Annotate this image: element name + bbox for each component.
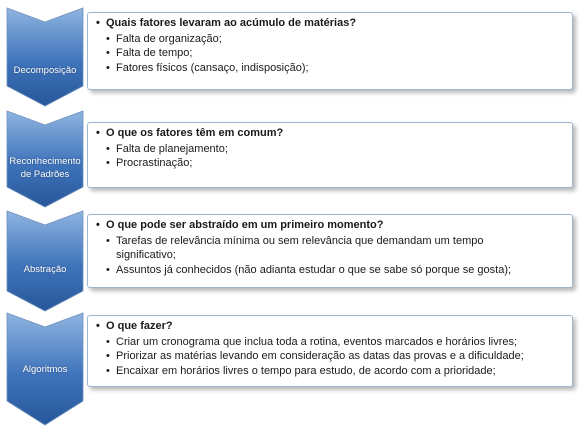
heading-text: O que pode ser abstraído em um primeiro momento? — [106, 219, 384, 231]
step-label: Abstração — [23, 264, 67, 275]
item-text: Tarefas de relevância mínima ou sem relevância que demandam um tempo significativo; — [116, 234, 484, 262]
item-text: Priorizar as matérias levando em consideração as datas das provas e a dificuldade; — [116, 350, 524, 363]
item-text: Fatores físicos (cansaço, indisposição); — [116, 61, 309, 74]
list-item — [106, 349, 566, 364]
step-heading — [96, 16, 566, 31]
bullet-icon: • — [106, 47, 110, 60]
list-item — [106, 156, 566, 171]
step-heading — [96, 126, 566, 141]
item-text: Falta de tempo; — [116, 47, 193, 60]
item-text: Encaixar em horários livres o tempo para estudo, de acordo com a prioridade; — [116, 364, 496, 377]
item-text: Assuntos já conhecidos (não adianta estudar o que se sabe só porque se gosta); — [116, 263, 512, 276]
heading-text: O que fazer? — [106, 320, 173, 332]
heading-text: Quais fatores levaram ao acúmulo de matérias? — [106, 17, 357, 29]
step-box-reconhecimento — [87, 122, 573, 188]
step-label: Decomposição — [13, 65, 77, 76]
item-text: Falta de organização; — [116, 32, 222, 45]
bullet-icon: • — [96, 127, 100, 139]
list-item — [106, 263, 566, 278]
chevron-shape — [7, 8, 83, 106]
item-text: Criar um cronograma que inclua toda a rotina, eventos marcados e horários livres; — [116, 335, 518, 348]
list-item — [106, 142, 566, 157]
step-label: Algoritmos — [22, 364, 68, 375]
bullet-icon: • — [96, 320, 100, 332]
bullet-icon: • — [106, 350, 110, 363]
bullet-icon: • — [96, 17, 100, 29]
item-list — [96, 335, 566, 379]
chevron-shape — [7, 211, 83, 311]
chevron-reconhecimento — [7, 111, 83, 207]
bullet-icon: • — [106, 61, 110, 74]
step-label: Reconhecimento de Padrões — [9, 156, 81, 180]
step-box-algoritmos — [87, 315, 573, 387]
bullet-icon: • — [106, 157, 110, 170]
bullet-icon: • — [106, 32, 110, 45]
chevron-algoritmos — [7, 313, 83, 425]
chevron-abstracao — [7, 211, 83, 311]
bullet-icon: • — [106, 234, 110, 247]
step-box-decomposicao — [87, 12, 573, 90]
item-list — [96, 234, 566, 278]
item-text: Procrastinação; — [116, 157, 193, 170]
list-item — [106, 364, 566, 379]
list-item — [106, 234, 566, 263]
item-text: Falta de planejamento; — [116, 142, 228, 155]
bullet-icon: • — [106, 142, 110, 155]
bullet-icon: • — [106, 263, 110, 276]
step-heading — [96, 319, 566, 334]
bullet-icon: • — [106, 335, 110, 348]
list-item — [106, 46, 566, 61]
heading-text: O que os fatores têm em comum? — [106, 127, 284, 139]
step-box-abstracao — [87, 214, 573, 288]
chevron-decomposicao — [7, 8, 83, 106]
item-list — [96, 142, 566, 171]
list-item — [106, 335, 566, 350]
list-item — [106, 32, 566, 47]
item-list — [96, 32, 566, 76]
bullet-icon: • — [96, 219, 100, 231]
list-item — [106, 61, 566, 76]
bullet-icon: • — [106, 364, 110, 377]
step-heading — [96, 218, 566, 233]
